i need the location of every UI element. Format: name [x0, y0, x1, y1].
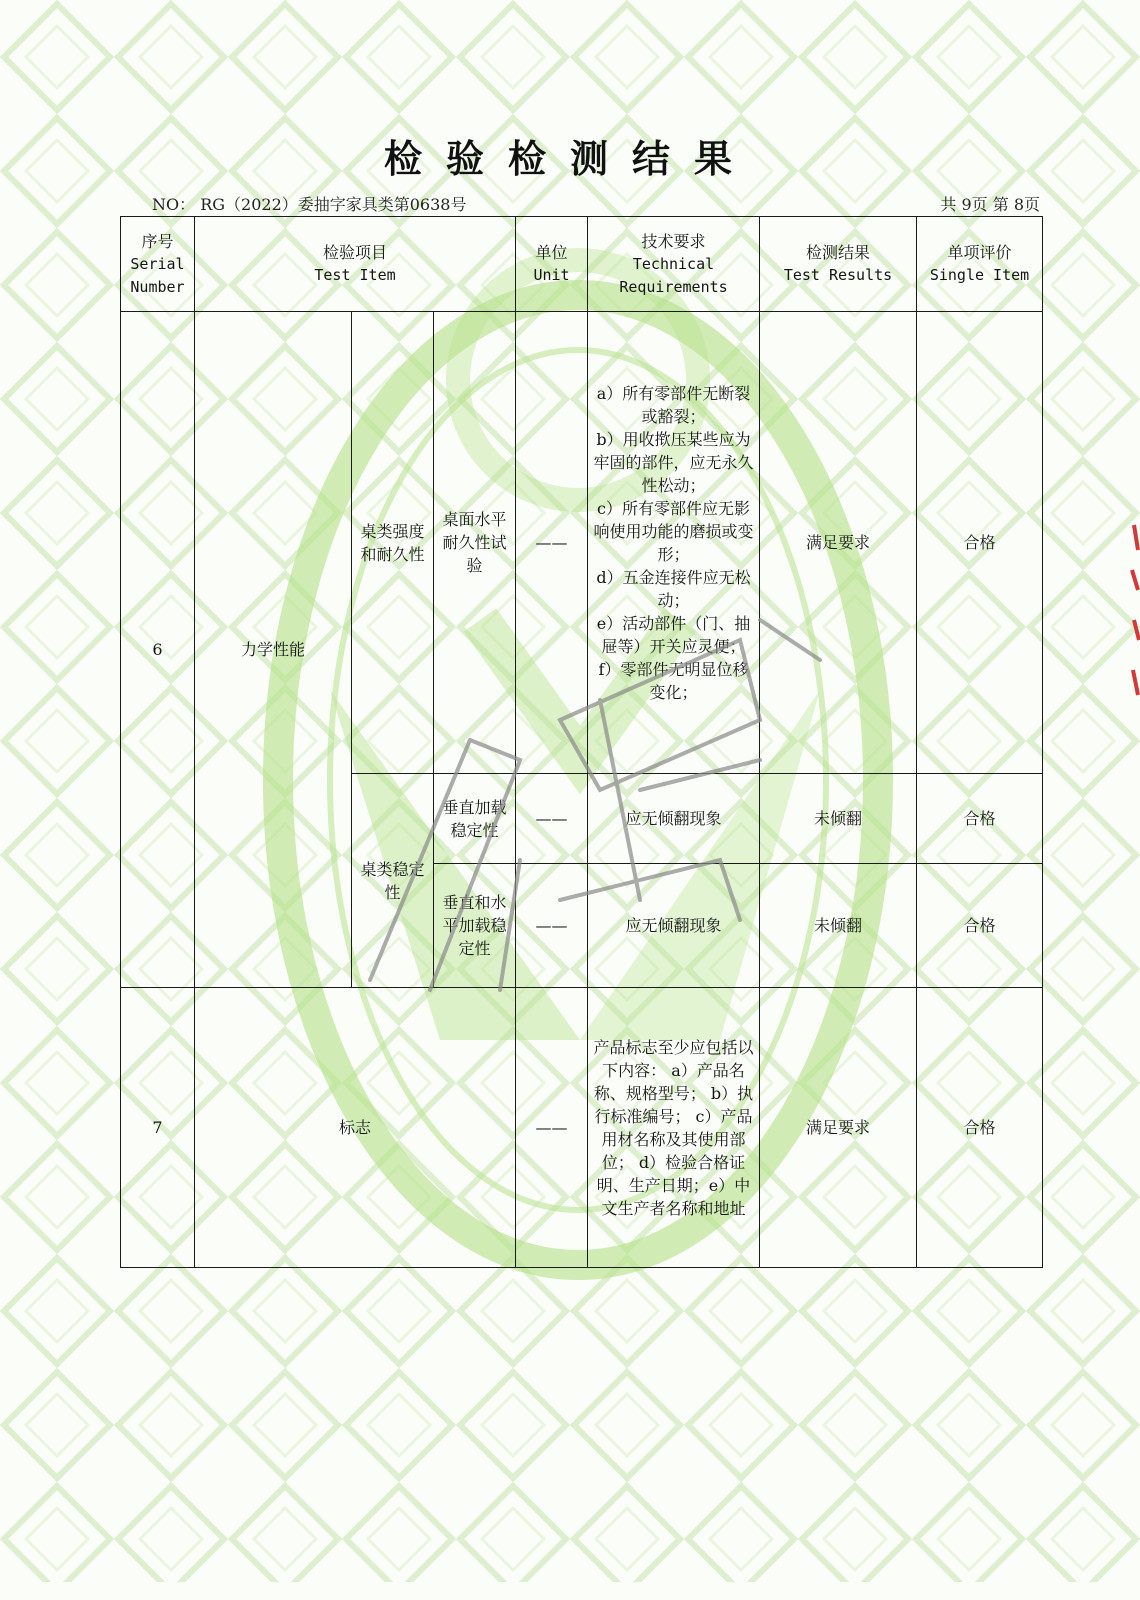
unit-cell: —— — [516, 988, 588, 1268]
result-cell: 未倾翻 — [760, 864, 917, 988]
page-info: 共 9页 第 8页 — [940, 195, 1040, 214]
evaluation-cell: 合格 — [917, 988, 1043, 1268]
document-title: 检验检测结果 — [383, 137, 756, 181]
requirements-cell: 产品标志至少应包括以下内容： a）产品名称、规格型号； b）执行标准编号； c）产品用材名称及其使用部位； d）检验合格证明、生产日期；e）中文生产者名称和地址 — [588, 988, 760, 1268]
header-serial-en1: Serial — [130, 254, 185, 273]
header-unit-en: Unit — [533, 266, 570, 284]
header-req-cn: 技术要求 — [641, 231, 706, 251]
item-cell: 标志 — [195, 988, 516, 1268]
sub-item-cell: 垂直和水平加载稳定性 — [434, 864, 516, 988]
unit-cell: —— — [516, 312, 588, 774]
requirement-line: d）五金连接件应无松动； — [596, 567, 751, 610]
report-number: NO： RG（2022）委抽字家具类第0638号 — [152, 195, 467, 214]
requirement-line: b）用收揿压某些应为牢固的部件，应无永久性松动； — [593, 429, 754, 495]
requirement-line: a）所有零部件无断裂或豁裂； — [596, 383, 751, 426]
requirement-line: f）零部件无明显位移变化； — [598, 659, 749, 702]
header-serial-cn: 序号 — [141, 231, 174, 251]
sub-item-cell: 桌面水平耐久性试验 — [434, 312, 516, 774]
group-cell: 桌类强度和耐久性 — [352, 312, 434, 774]
requirement-line: e）活动部件（门、抽屉等）开关应灵便； — [596, 613, 751, 656]
serial-cell: 6 — [121, 312, 195, 988]
header-req-en2: Requirements — [619, 277, 728, 296]
category-cell: 力学性能 — [195, 312, 352, 988]
sub-item-cell: 垂直加载稳定性 — [434, 774, 516, 864]
header-item-cn: 检验项目 — [322, 243, 387, 262]
header-serial-en2: Number — [130, 277, 185, 296]
unit-cell: —— — [516, 774, 588, 864]
result-cell: 满足要求 — [760, 988, 917, 1268]
header-result-cn: 检测结果 — [805, 243, 870, 262]
unit-cell: —— — [516, 864, 588, 988]
group-cell: 桌类稳定性 — [352, 774, 434, 988]
header-req-en1: Technical — [632, 254, 715, 273]
result-cell: 未倾翻 — [760, 774, 917, 864]
serial-cell: 7 — [121, 988, 195, 1268]
header-result-en: Test Results — [783, 266, 893, 284]
result-cell: 满足要求 — [760, 312, 917, 774]
header-unit-cn: 单位 — [535, 243, 568, 262]
header-eval-en: Single Item — [929, 266, 1030, 284]
red-stamp-edge — [1128, 520, 1140, 700]
header-item-en: Test Item — [314, 266, 396, 284]
requirements-cell: 应无倾翻现象 — [588, 774, 760, 864]
requirement-line: c）所有零部件应无影响使用功能的磨损或变形； — [593, 498, 754, 564]
evaluation-cell: 合格 — [917, 774, 1043, 864]
evaluation-cell: 合格 — [917, 864, 1043, 988]
evaluation-cell: 合格 — [917, 312, 1043, 774]
header-eval-cn: 单项评价 — [947, 243, 1012, 262]
requirements-cell: 应无倾翻现象 — [588, 864, 760, 988]
